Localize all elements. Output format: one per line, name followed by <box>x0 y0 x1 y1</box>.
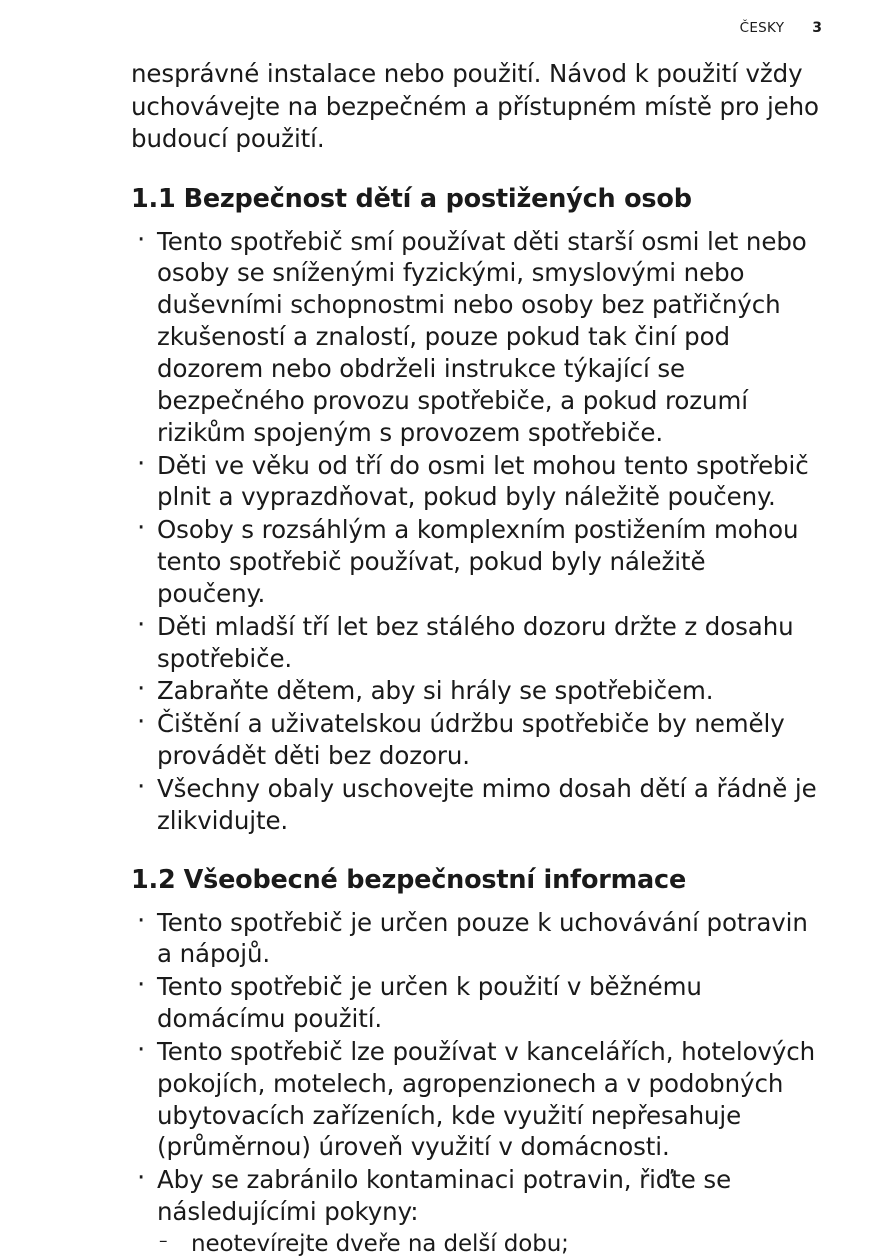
sub-bullet-list-1-2 <box>131 1230 821 1260</box>
bullet-list-1-1 <box>131 226 821 837</box>
list-item: · Aby se zabránilo kontaminaci potravin, řiďte se následujícími pokyny: <box>131 1164 821 1228</box>
section-title-1-1: Bezpečnost dětí a postižených osob <box>183 183 692 214</box>
section-heading-1-2 <box>131 865 821 897</box>
section-title-1-2: Všeobecné bezpečnostní informace <box>183 864 687 895</box>
list-item: · Tento spotřebič lze používat v kancelářích, hotelových pokojích, motelech, agropenzionech a v podobných ubytovacích zařízeních, kde využití nepřesahuje (průměrnou) úroveň využití v domácnosti. <box>131 1036 821 1163</box>
page-number: 3 <box>812 20 822 36</box>
list-item: – neotevírejte dveře na delší dobu; <box>131 1230 821 1260</box>
list-item: · Děti ve věku od tří do osmi let mohou tento spotřebič plnit a vyprazdňovat, pokud byly náležitě poučeny. <box>131 450 821 514</box>
section-number-1-1: 1.1 <box>131 183 176 214</box>
bullet-list-1-2 <box>131 907 821 1228</box>
list-item: · Tento spotřebič je určen k použití v běžnému domácímu použití. <box>131 971 821 1035</box>
list-item: · Čištění a uživatelskou údržbu spotřebiče by neměly provádět děti bez dozoru. <box>131 708 821 772</box>
header-language-label: ČESKY <box>739 20 785 36</box>
list-item: · Osoby s rozsáhlým a komplexním postižením mohou tento spotřebič používat, pokud byly náležitě poučeny. <box>131 514 821 610</box>
list-item: · Tento spotřebič smí používat děti starší osmi let nebo osoby se sníženými fyzickými, smyslovými nebo duševními schopnostmi nebo osoby bez patřičných zkušeností a znalostí, pouze pokud tak činí pod dozorem nebo obdrželi instrukce týkající se bezpečného provozu spotřebiče, a pokud rozumí rizikům spojeným s provozem spotřebiče. <box>131 226 821 449</box>
list-item: · Děti mladší tří let bez stálého dozoru držte z dosahu spotřebiče. <box>131 611 821 675</box>
lead-paragraph: nesprávné instalace nebo použití. Návod k použití vždy uchovávejte na bezpečném a přístupném místě pro jeho budoucí použití. <box>131 59 819 154</box>
list-item: · Všechny obaly uschovejte mimo dosah dětí a řádně je zlikvidujte. <box>131 773 821 837</box>
document-body <box>131 58 821 1260</box>
list-item: · Zabraňte dětem, aby si hrály se spotřebičem. <box>131 675 821 707</box>
section-heading-1-1 <box>131 184 821 216</box>
section-number-1-2: 1.2 <box>131 864 176 895</box>
page-header <box>740 20 822 36</box>
list-item: · Tento spotřebič je určen pouze k uchovávání potravin a nápojů. <box>131 907 821 971</box>
